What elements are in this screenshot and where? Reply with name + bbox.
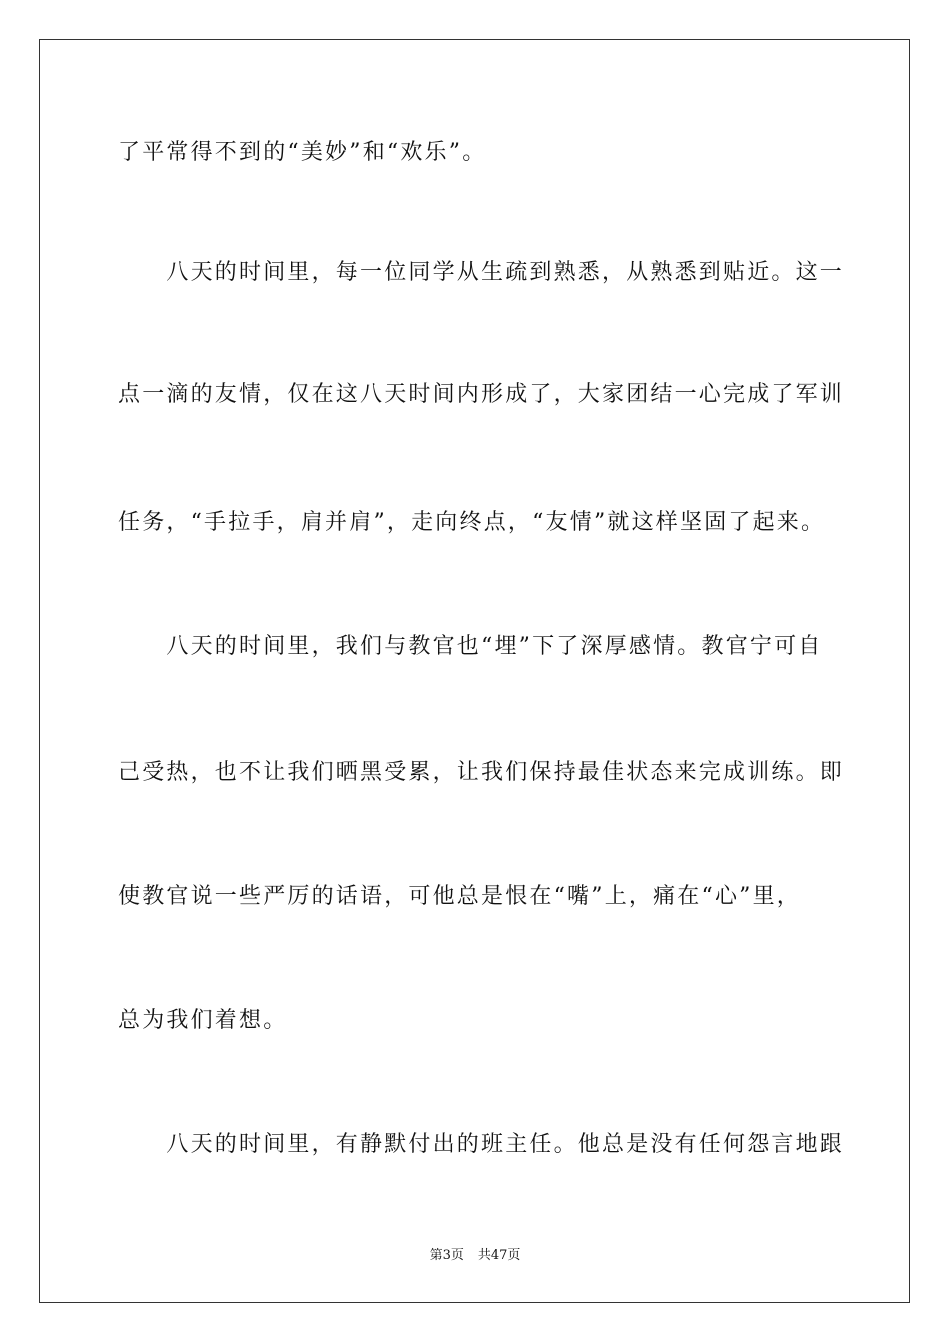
text-line: 任务，“手拉手，肩并肩”，走向终点，“友情”就这样坚固了起来。 [118, 510, 826, 535]
text-line: 总为我们着想。 [118, 1008, 288, 1033]
text-line: 八天的时间里，我们与教官也“埋”下了深厚感情。教官宁可自 [118, 634, 823, 659]
text-line: 己受热，也不让我们晒黑受累，让我们保持最佳状态来完成训练。即 [118, 760, 845, 785]
text-line: 八天的时间里，每一位同学从生疏到熟悉，从熟悉到贴近。这一 [118, 260, 845, 285]
page-number: 第3页 [429, 1248, 464, 1263]
text-line: 八天的时间里，有静默付出的班主任。他总是没有任何怨言地跟 [118, 1132, 845, 1157]
total-pages: 共47页 [477, 1248, 521, 1263]
page-border [39, 39, 910, 1303]
text-line: 使教官说一些严厉的话语，可他总是恨在“嘴”上，痛在“心”里， [118, 884, 801, 909]
text-line: 点一滴的友情，仅在这八天时间内形成了，大家团结一心完成了军训 [118, 382, 845, 407]
text-line: 了平常得不到的“美妙”和“欢乐”。 [118, 140, 487, 165]
page-footer [0, 1247, 950, 1265]
